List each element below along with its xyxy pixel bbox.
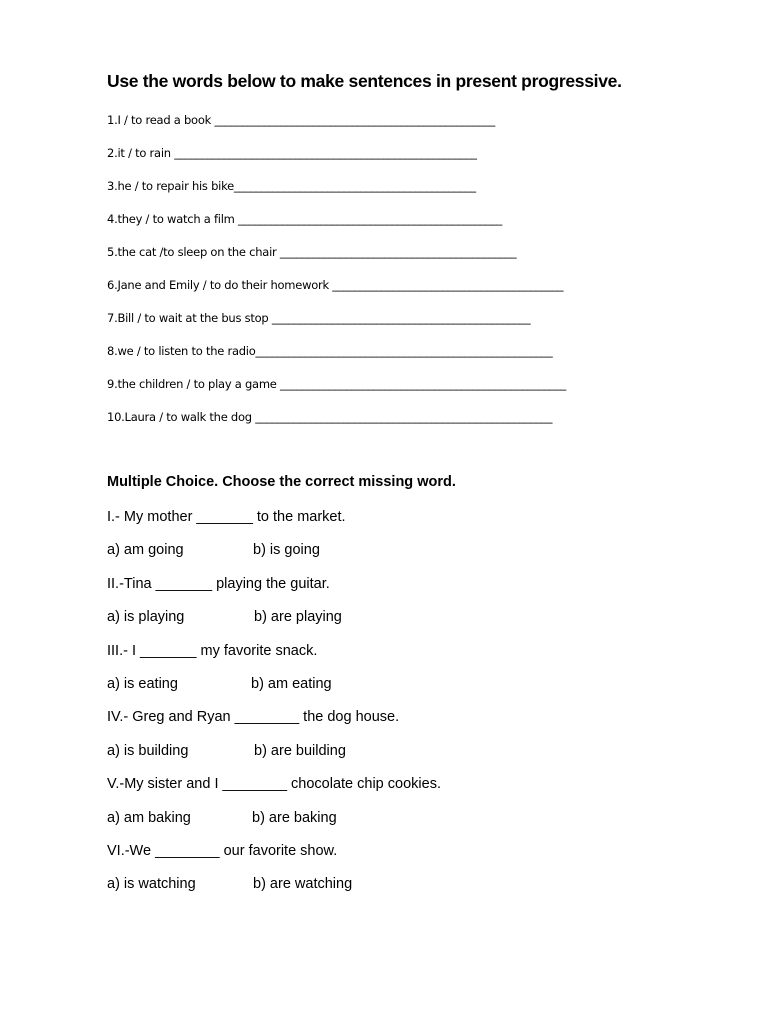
exercise-item: 3.he / to repair his bike____________________________________________ bbox=[107, 179, 476, 193]
answer-options bbox=[107, 874, 456, 907]
option-b: b) are playing bbox=[254, 609, 342, 626]
sentence-exercise-list bbox=[107, 111, 566, 441]
exercise-item: 8.we / to listen to the radio______________________________________________________ bbox=[107, 344, 553, 358]
option-a: a) is building bbox=[107, 742, 189, 759]
exercise-item: 2.it / to rain _______________________________________________________ bbox=[107, 146, 477, 160]
exercise-item: 4.they / to watch a film ________________________________________________ bbox=[107, 212, 503, 226]
answer-options bbox=[107, 808, 456, 841]
worksheet-title: Use the words below to make sentences in present progressive. bbox=[107, 71, 622, 91]
option-a: a) am going bbox=[107, 542, 184, 559]
exercise-item: 7.Bill / to wait at the bus stop _______________________________________________ bbox=[107, 311, 531, 325]
exercise-item: 6.Jane and Emily / to do their homework __________________________________________ bbox=[107, 278, 564, 292]
multiple-choice-heading: Multiple Choice. Choose the correct missing word. bbox=[107, 474, 456, 490]
exercise-item: 5.the cat /to sleep on the chair ___________________________________________ bbox=[107, 245, 517, 259]
exercise-item: 9.the children / to play a game ____________________________________________________ bbox=[107, 377, 567, 391]
question-text: II.-Tina _______ playing the guitar. bbox=[107, 575, 330, 592]
option-b: b) are watching bbox=[253, 876, 353, 893]
option-b: b) are baking bbox=[252, 809, 337, 826]
answer-options bbox=[107, 607, 456, 640]
question-text: III.- I _______ my favorite snack. bbox=[107, 642, 318, 659]
option-b: b) am eating bbox=[251, 675, 332, 692]
option-b: b) are building bbox=[254, 742, 346, 759]
option-a: a) am baking bbox=[107, 809, 191, 826]
option-a: a) is watching bbox=[107, 876, 196, 893]
question-text: V.-My sister and I ________ chocolate chip cookies. bbox=[107, 776, 441, 793]
multiple-choice-section bbox=[107, 472, 456, 908]
answer-options bbox=[107, 540, 456, 573]
exercise-item: 1.I / to read a book ___________________________________________________ bbox=[107, 113, 495, 127]
question-text: VI.-We ________ our favorite show. bbox=[107, 842, 338, 859]
option-a: a) is playing bbox=[107, 609, 185, 626]
option-a: a) is eating bbox=[107, 675, 178, 692]
exercise-item: 10.Laura / to walk the dog ______________________________________________________ bbox=[107, 410, 553, 424]
question-text: I.- My mother _______ to the market. bbox=[107, 509, 346, 525]
question-text: IV.- Greg and Ryan ________ the dog house. bbox=[107, 709, 400, 726]
answer-options bbox=[107, 741, 456, 774]
answer-options bbox=[107, 674, 456, 707]
option-b: b) is going bbox=[253, 542, 320, 559]
